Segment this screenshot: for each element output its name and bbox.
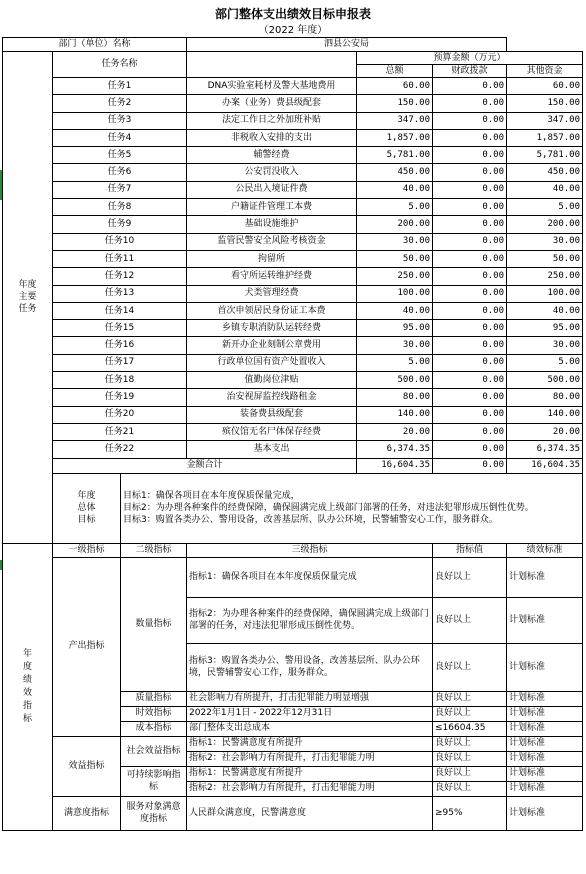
cost-standard: 计划标准 [507,721,583,736]
sustain-b2: 指标2：社会影响力有所提升，打击犯罪能力明 [187,781,433,796]
perf-side-label: 年 度 绩 效 指 标 [3,543,53,830]
task-total: 450.00 [357,164,433,181]
task-total: 1,857.00 [357,129,433,146]
time-label: 时效指标 [121,706,187,721]
task-total: 20.00 [357,423,433,440]
task-label: 任务6 [53,164,187,181]
task-name: 首次申领居民身份证工本费 [187,302,357,319]
sustain-label: 可持续影响指标 [121,766,187,796]
social-b1: 指标1：民警满意度有所提升 [187,736,433,751]
task-fiscal: 0.00 [433,406,507,423]
task-other: 95.00 [507,320,583,337]
task-total: 50.00 [357,250,433,267]
satisfaction-standard: 计划标准 [507,796,583,830]
task-name: 非税收入安排的支出 [187,129,357,146]
task-total: 140.00 [357,406,433,423]
task-fiscal: 0.00 [433,302,507,319]
task-label: 任务17 [53,354,187,371]
task-fiscal: 0.00 [433,233,507,250]
sum-label: 金额合计 [53,458,357,473]
q1-standard: 计划标准 [507,557,583,597]
quality-standard: 计划标准 [507,691,583,706]
time-text: 2022年1月1日 - 2022年12月31日 [187,706,433,721]
output-label: 产出指标 [53,557,121,736]
task-name: 乡镇专职消防队运转经费 [187,320,357,337]
task-total: 5.00 [357,199,433,216]
task-other: 6,374.35 [507,441,583,458]
social-b2-value: 良好以上 [433,751,507,766]
tasks-side-label: 年度 主要 任务 [3,52,53,544]
performance-table [2,37,583,831]
h-level1: 一级指标 [53,543,121,557]
task-name: 基础设施维护 [187,216,357,233]
col-fiscal-header: 财政拨款 [433,65,507,78]
task-fiscal: 0.00 [433,181,507,198]
social-b2: 指标2：社会影响力有所提升，打击犯罪能力明 [187,751,433,766]
task-label: 任务5 [53,147,187,164]
quantity-label: 数量指标 [121,557,187,691]
task-other: 50.00 [507,250,583,267]
task-name: 基本支出 [187,441,357,458]
goal-line: 目标3：购置各类办公、警用设备，改善基层所、队办公环境，民警辅警安心工作，服务群众。 [123,515,498,526]
task-label: 任务1 [53,78,187,95]
social-b1-standard: 计划标准 [507,736,583,751]
task-name: 行政单位国有资产处置收入 [187,354,357,371]
task-name: 监管民警安全风险考核资金 [187,233,357,250]
task-other: 200.00 [507,216,583,233]
task-fiscal: 0.00 [433,389,507,406]
task-total: 6,374.35 [357,441,433,458]
task-label: 任务2 [53,95,187,112]
satisfaction-text: 人民群众满意度，民警满意度 [187,796,433,830]
task-label: 任务7 [53,181,187,198]
task-other: 500.00 [507,372,583,389]
task-other: 450.00 [507,164,583,181]
goals-text [121,473,583,543]
task-fiscal: 0.00 [433,423,507,440]
task-other: 80.00 [507,389,583,406]
task-total: 30.00 [357,233,433,250]
task-other: 60.00 [507,78,583,95]
task-other: 40.00 [507,302,583,319]
q1-value: 良好以上 [433,557,507,597]
task-fiscal: 0.00 [433,164,507,181]
q3-standard: 计划标准 [507,643,583,691]
task-name-header: 任务名称 [53,52,187,78]
task-label: 任务13 [53,285,187,302]
task-fiscal: 0.00 [433,78,507,95]
q2-value: 良好以上 [433,597,507,643]
task-total: 500.00 [357,372,433,389]
task-name: 殡仪馆无名尸体保存经费 [187,423,357,440]
task-name: 装备费县级配套 [187,406,357,423]
task-name: 看守所运转维护经费 [187,268,357,285]
task-fiscal: 0.00 [433,337,507,354]
h-level2: 二级指标 [121,543,187,557]
task-name: 法定工作日之外加班补贴 [187,112,357,129]
task-total: 150.00 [357,95,433,112]
task-name: 户籍证件管理工本费 [187,199,357,216]
social-b2-standard: 计划标准 [507,751,583,766]
task-fiscal: 0.00 [433,372,507,389]
task-name: 拘留所 [187,250,357,267]
sustain-b2-value: 良好以上 [433,781,507,796]
task-fiscal: 0.00 [433,320,507,337]
q2-standard: 计划标准 [507,597,583,643]
time-standard: 计划标准 [507,706,583,721]
dept-value: 泗县公安局 [187,38,507,52]
social-b1-value: 良好以上 [433,736,507,751]
task-name: 公民出入境证件费 [187,181,357,198]
col-total-header: 总额 [357,65,433,78]
benefit-label: 效益指标 [53,736,121,796]
satisfaction-label: 满意度指标 [53,796,121,830]
task-total: 30.00 [357,337,433,354]
task-fiscal: 0.00 [433,95,507,112]
task-name: DNA实验室耗材及警大基地费用 [187,78,357,95]
task-name: 值勤岗位津贴 [187,372,357,389]
q2-text: 指标2：为办理各种案件的经费保障，确保圆满完成上级部门部署的任务，对违法犯罪形成压倒性优势。 [187,597,433,643]
sustain-b1-value: 良好以上 [433,766,507,781]
sum-other: 16,604.35 [507,458,583,473]
sum-total: 16,604.35 [357,458,433,473]
task-label: 任务15 [53,320,187,337]
task-total: 80.00 [357,389,433,406]
goals-side-label: 年度 总体 目标 [53,473,121,543]
year-subtitle: （2022 年度） [258,25,328,36]
budget-header: 预算金额（万元） [357,52,583,65]
quality-label: 质量指标 [121,691,187,706]
task-fiscal: 0.00 [433,268,507,285]
task-label: 任务21 [53,423,187,440]
task-fiscal: 0.00 [433,441,507,458]
cost-label: 成本指标 [121,721,187,736]
task-name: 治安视屏监控线路租金 [187,389,357,406]
task-label: 任务4 [53,129,187,146]
task-label: 任务11 [53,250,187,267]
task-label: 任务18 [53,372,187,389]
col-other-header: 其他资金 [507,65,583,78]
task-fiscal: 0.00 [433,129,507,146]
satisfaction-sub-label: 服务对象满意度指标 [121,796,187,830]
sustain-b1-standard: 计划标准 [507,766,583,781]
task-name: 新开办企业刻制公章费用 [187,337,357,354]
task-name: 公安罚没收入 [187,164,357,181]
task-other: 150.00 [507,95,583,112]
cost-text: 部门整体支出总成本 [187,721,433,736]
task-fiscal: 0.00 [433,112,507,129]
task-name: 犬类管理经费 [187,285,357,302]
social-label: 社会效益指标 [121,736,187,766]
task-label: 任务14 [53,302,187,319]
task-other: 347.00 [507,112,583,129]
task-other: 30.00 [507,233,583,250]
h-value: 指标值 [433,543,507,557]
task-other: 40.00 [507,181,583,198]
task-label: 任务3 [53,112,187,129]
sustain-b1: 指标1：民警满意度有所提升 [187,766,433,781]
q3-value: 良好以上 [433,643,507,691]
task-total: 60.00 [357,78,433,95]
task-label: 任务9 [53,216,187,233]
task-total: 40.00 [357,302,433,319]
task-total: 5,781.00 [357,147,433,164]
task-fiscal: 0.00 [433,216,507,233]
task-total: 95.00 [357,320,433,337]
task-other: 5,781.00 [507,147,583,164]
satisfaction-value: ≥95% [433,796,507,830]
task-fiscal: 0.00 [433,285,507,302]
task-label: 任务16 [53,337,187,354]
h-standard: 绩效标准 [507,543,583,557]
task-total: 5.00 [357,354,433,371]
task-other: 20.00 [507,423,583,440]
task-total: 40.00 [357,181,433,198]
dept-label: 部门（单位）名称 [3,38,187,52]
task-label: 任务10 [53,233,187,250]
cost-value: ≤16604.35 [433,721,507,736]
page-title: 部门整体支出绩效目标申报表 [214,7,371,21]
task-label: 任务8 [53,199,187,216]
quality-value: 良好以上 [433,691,507,706]
task-fiscal: 0.00 [433,250,507,267]
task-other: 30.00 [507,337,583,354]
task-other: 5.00 [507,354,583,371]
goal-line: 目标1：确保各项目在本年度保质保量完成， [123,491,300,502]
task-fiscal: 0.00 [433,199,507,216]
task-label: 任务22 [53,441,187,458]
q3-text: 指标3：购置各类办公、警用设备，改善基层所、队办公环境，民警辅警安心工作，服务群众。 [187,643,433,691]
task-desc-header [187,52,357,78]
task-total: 200.00 [357,216,433,233]
q1-text: 指标1：确保各项目在本年度保质保量完成 [187,557,433,597]
task-other: 5.00 [507,199,583,216]
task-name: 办案（业务）费县级配套 [187,95,357,112]
task-other: 1,857.00 [507,129,583,146]
task-total: 347.00 [357,112,433,129]
sustain-b2-standard: 计划标准 [507,781,583,796]
task-total: 250.00 [357,268,433,285]
goal-line: 目标2：为办理各种案件的经费保障，确保圆满完成上级部门部署的任务，对违法犯罪形成压倒性优势。 [123,503,534,514]
task-other: 100.00 [507,285,583,302]
task-label: 任务12 [53,268,187,285]
sum-fiscal: 0.00 [433,458,507,473]
task-label: 任务20 [53,406,187,423]
task-other: 250.00 [507,268,583,285]
time-value: 良好以上 [433,706,507,721]
quality-text: 社会影响力有所提升，打击犯罪能力明显增强 [187,691,433,706]
task-fiscal: 0.00 [433,147,507,164]
task-name: 辅警经费 [187,147,357,164]
task-fiscal: 0.00 [433,354,507,371]
task-other: 140.00 [507,406,583,423]
h-level3: 三级指标 [187,543,433,557]
task-label: 任务19 [53,389,187,406]
task-total: 100.00 [357,285,433,302]
